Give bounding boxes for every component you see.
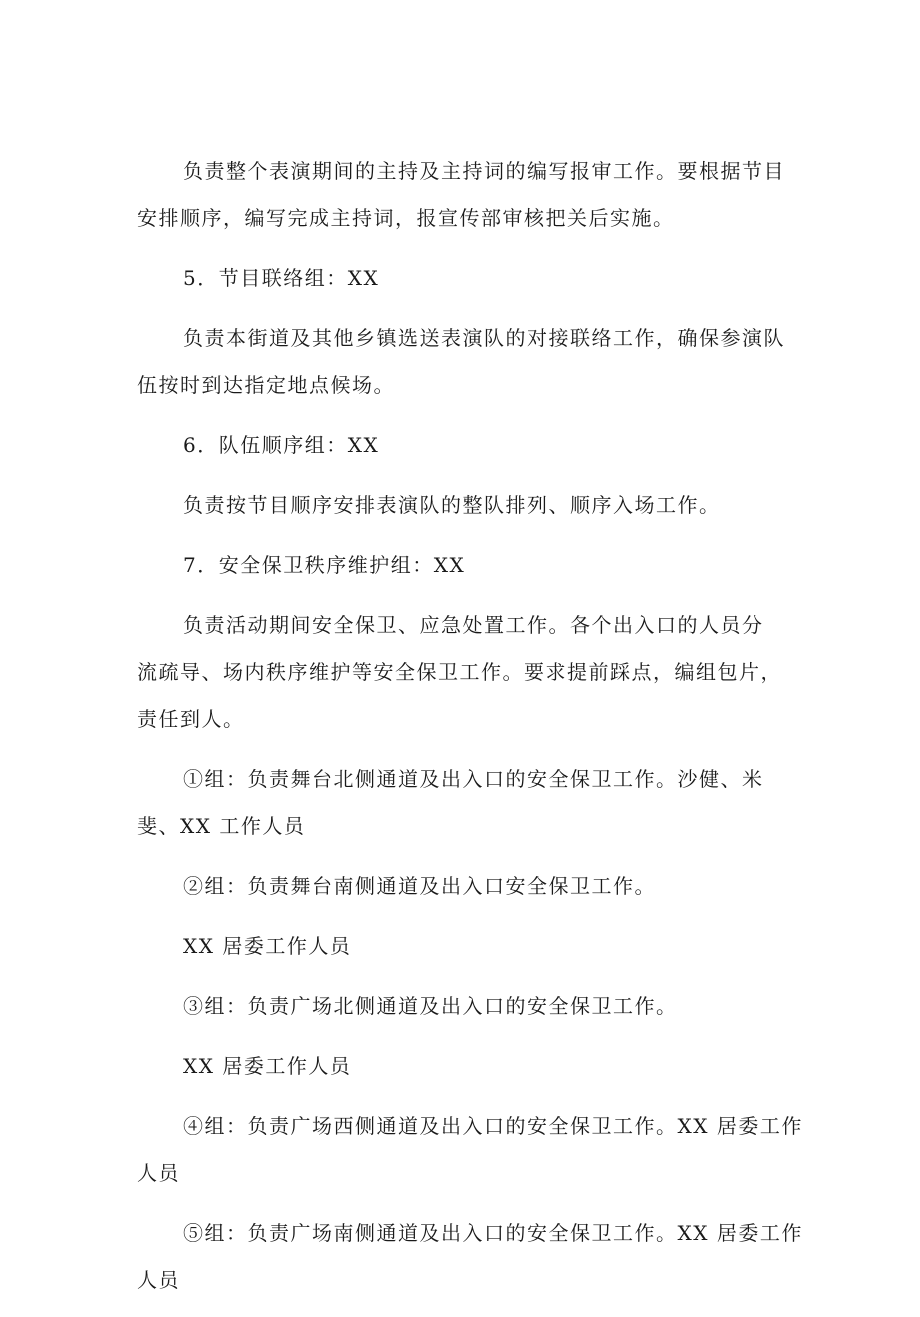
paragraph-line: 安排顺序，编写完成主持词，报宣传部审核把关后实施。 xyxy=(137,206,675,230)
paragraph-line: 流疏导、场内秩序维护等安全保卫工作。要求提前踩点，编组包片， xyxy=(137,660,782,684)
paragraph-line: 负责本街道及其他乡镇选送表演队的对接联络工作，确保参演队 xyxy=(183,326,785,350)
paragraph-line: 负责整个表演期间的主持及主持词的编写报审工作。要根据节目 xyxy=(183,159,785,183)
section-heading-team-order: 6．队伍顺序组：XX xyxy=(183,433,380,457)
paragraph-host-duties xyxy=(137,148,787,242)
paragraph-line: ①组：负责舞台北侧通道及出入口的安全保卫工作。沙健、米 xyxy=(183,767,764,791)
paragraph-line: ③组：负责广场北侧通道及出入口的安全保卫工作。 xyxy=(183,994,678,1018)
paragraph-group-4 xyxy=(137,1103,803,1197)
paragraph-line: 责任到人。 xyxy=(137,707,245,731)
paragraph-line: ②组：负责舞台南侧通道及出入口安全保卫工作。 xyxy=(183,874,656,898)
paragraph-security-duties xyxy=(137,602,787,743)
paragraph-line: 人员 xyxy=(137,1161,180,1185)
section-heading-security: 7．安全保卫秩序维护组：XX xyxy=(183,553,466,577)
paragraph-line: 负责按节目顺序安排表演队的整队排列、顺序入场工作。 xyxy=(183,493,721,517)
paragraph-group-3 xyxy=(137,983,787,1030)
document-body xyxy=(137,148,803,1317)
paragraph-line: 斐、XX 工作人员 xyxy=(137,814,306,838)
paragraph-group-2 xyxy=(137,863,787,910)
paragraph-group-5 xyxy=(137,1210,803,1304)
paragraph-group-1 xyxy=(137,756,787,850)
paragraph-line: 人员 xyxy=(137,1268,180,1292)
paragraph-order-duties xyxy=(137,482,787,529)
paragraph-line: ⑤组：负责广场南侧通道及出入口的安全保卫工作。XX 居委工作 xyxy=(183,1221,803,1245)
paragraph-liaison-duties xyxy=(137,315,787,409)
paragraph-group-2-staff: XX 居委工作人员 xyxy=(183,934,352,958)
section-heading-program-liaison: 5．节目联络组：XX xyxy=(183,266,380,290)
paragraph-line: ④组：负责广场西侧通道及出入口的安全保卫工作。XX 居委工作 xyxy=(183,1114,803,1138)
paragraph-group-3-staff: XX 居委工作人员 xyxy=(183,1054,352,1078)
paragraph-line: 负责活动期间安全保卫、应急处置工作。各个出入口的人员分 xyxy=(183,613,764,637)
paragraph-line: 伍按时到达指定地点候场。 xyxy=(137,373,395,397)
